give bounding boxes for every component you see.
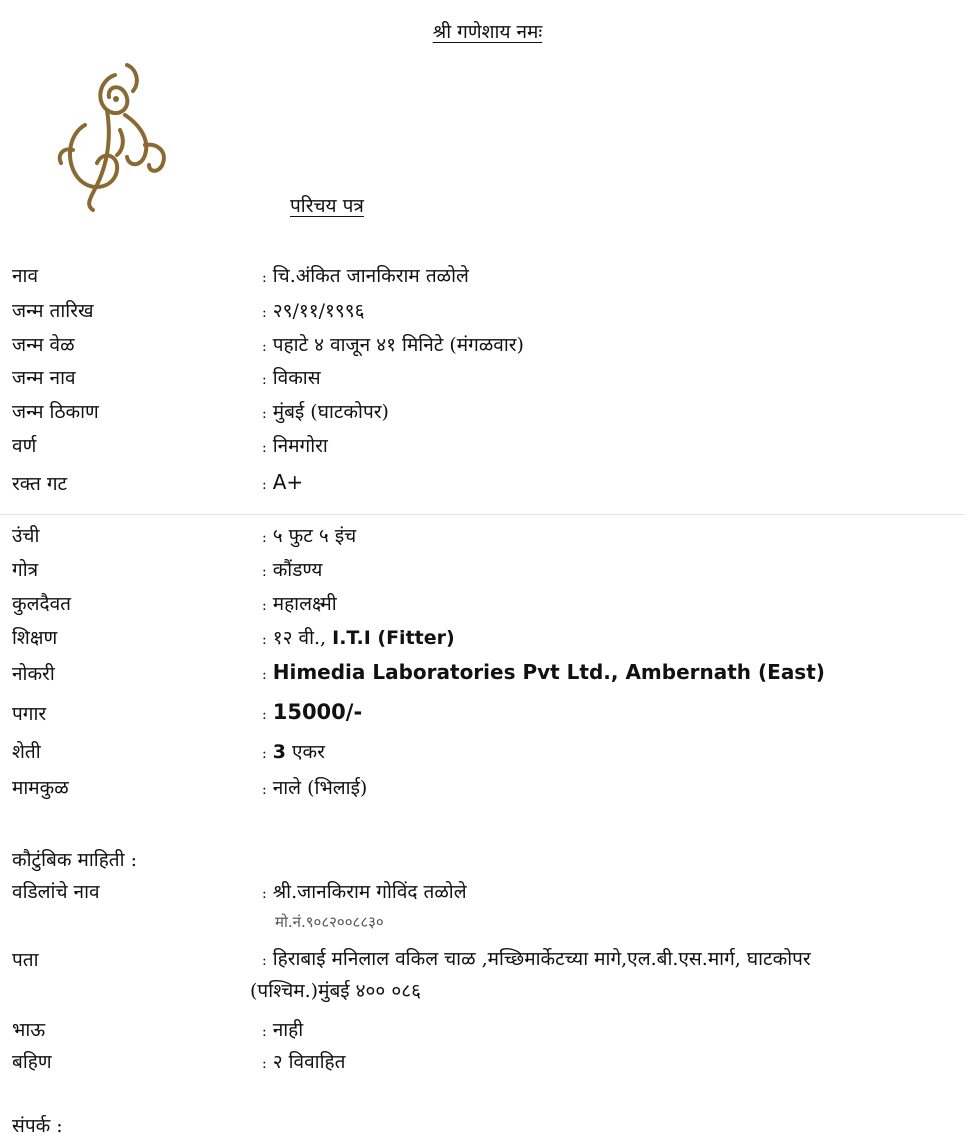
- label-address: पता: [12, 949, 39, 971]
- value-sister: २ विवाहित: [272, 1051, 346, 1073]
- value-complexion: निमगोरा: [272, 435, 328, 457]
- contact-heading-partial: संपर्क :: [12, 1115, 63, 1137]
- colon: :: [262, 632, 267, 648]
- colon: :: [262, 598, 267, 614]
- colon: :: [262, 270, 267, 286]
- label-blood-group: रक्त गट: [12, 473, 68, 495]
- address-line-2: (पश्चिम.)मुंबई ४०० ०८६: [250, 980, 421, 1002]
- value-farm-unit: एकर: [285, 741, 325, 763]
- label-complexion: वर्ण: [12, 435, 37, 457]
- label-birth-name: जन्म नाव: [12, 367, 76, 389]
- colon: :: [262, 886, 267, 902]
- colon: :: [262, 1056, 267, 1072]
- invocation-text: श्री गणेशाय नमः: [432, 21, 543, 43]
- value-salary: 15000/-: [272, 700, 363, 724]
- value-birth-date: २९/११/१९९६: [272, 300, 365, 322]
- value-birth-place: मुंबई (घाटकोपर): [272, 401, 389, 423]
- family-heading: कौटुंबिक माहिती :: [12, 849, 137, 871]
- label-height: उंची: [12, 525, 40, 547]
- value-blood-group: A+: [272, 470, 304, 494]
- value-height: ५ फुट ५ इंच: [272, 525, 357, 547]
- row-birth-date: [12, 297, 967, 327]
- father-phone: मो.नं.९०८२००८८३०: [275, 913, 384, 931]
- value-gotra: कौंडण्य: [272, 559, 323, 581]
- label-birth-date: जन्म तारिख: [12, 300, 94, 322]
- value-brother: नाही: [272, 1019, 304, 1041]
- row-birth-time: [12, 331, 967, 361]
- row-salary: [12, 700, 967, 730]
- row-height: [12, 522, 967, 552]
- colon: :: [262, 707, 267, 723]
- value-address: [250, 944, 962, 1006]
- row-birth-place: [12, 398, 967, 428]
- row-father: [12, 878, 967, 908]
- colon: :: [262, 440, 267, 456]
- row-sister: [12, 1048, 967, 1078]
- label-job: नोकरी: [12, 663, 55, 685]
- row-education: [12, 624, 967, 654]
- colon: :: [262, 953, 267, 969]
- value-mamkul: नाले (भिलाई): [272, 777, 368, 799]
- row-job: [12, 660, 967, 690]
- value-birth-name: विकास: [272, 367, 321, 389]
- label-sister: बहिण: [12, 1051, 52, 1073]
- value-farm-number: 3: [272, 741, 286, 763]
- ganesha-line-art-icon: [45, 55, 180, 215]
- row-name: [12, 262, 967, 292]
- row-gotra: [12, 556, 967, 586]
- family-heading-row: [12, 846, 967, 876]
- colon: :: [262, 406, 267, 422]
- label-birth-time: जन्म वेळ: [12, 334, 75, 356]
- label-father: वडिलांचे नाव: [12, 881, 100, 903]
- label-mamkul: मामकुळ: [12, 777, 69, 799]
- row-brother: [12, 1016, 967, 1046]
- colon: :: [262, 372, 267, 388]
- value-education-latin: I.T.I (Fitter): [332, 627, 455, 649]
- row-blood-group: [12, 470, 967, 500]
- colon: :: [262, 746, 267, 762]
- colon: :: [262, 782, 267, 798]
- colon: :: [262, 667, 267, 683]
- label-brother: भाऊ: [12, 1019, 46, 1041]
- document-title: परिचय पत्र: [290, 195, 364, 217]
- colon: :: [262, 530, 267, 546]
- colon: :: [262, 339, 267, 355]
- row-birth-name: [12, 364, 967, 394]
- colon: :: [262, 564, 267, 580]
- section-divider: [0, 514, 965, 515]
- label-name: नाव: [12, 265, 39, 287]
- label-farm: शेती: [12, 741, 41, 763]
- invocation-line: [0, 18, 975, 44]
- row-farm: [12, 738, 967, 768]
- colon: :: [262, 305, 267, 321]
- label-kuldaivat: कुलदैवत: [12, 593, 71, 615]
- address-line-1: हिराबाई मनिलाल वकिल चाळ ,मच्छिमार्केटच्या मागे,एल.बी.एस.मार्ग, घाटकोपर: [272, 948, 811, 970]
- value-birth-time: पहाटे ४ वाजून ४१ मिनिटे (मंगळवार): [272, 334, 524, 356]
- value-job: Himedia Laboratories Pvt Ltd., Ambernath (East): [272, 660, 825, 684]
- value-father: श्री.जानकिराम गोविंद तळोले: [272, 881, 467, 903]
- value-name: चि.अंकित जानकिराम तळोले: [272, 265, 469, 287]
- row-mamkul: [12, 774, 967, 804]
- value-kuldaivat: महालक्ष्मी: [272, 593, 337, 615]
- label-education: शिक्षण: [12, 627, 58, 649]
- row-complexion: [12, 432, 967, 462]
- row-kuldaivat: [12, 590, 967, 620]
- label-birth-place: जन्म ठिकाण: [12, 401, 99, 423]
- label-salary: पगार: [12, 703, 47, 725]
- label-gotra: गोत्र: [12, 559, 39, 581]
- colon: :: [262, 477, 267, 493]
- value-education-prefix: १२ वी.,: [272, 627, 333, 649]
- colon: :: [262, 1024, 267, 1040]
